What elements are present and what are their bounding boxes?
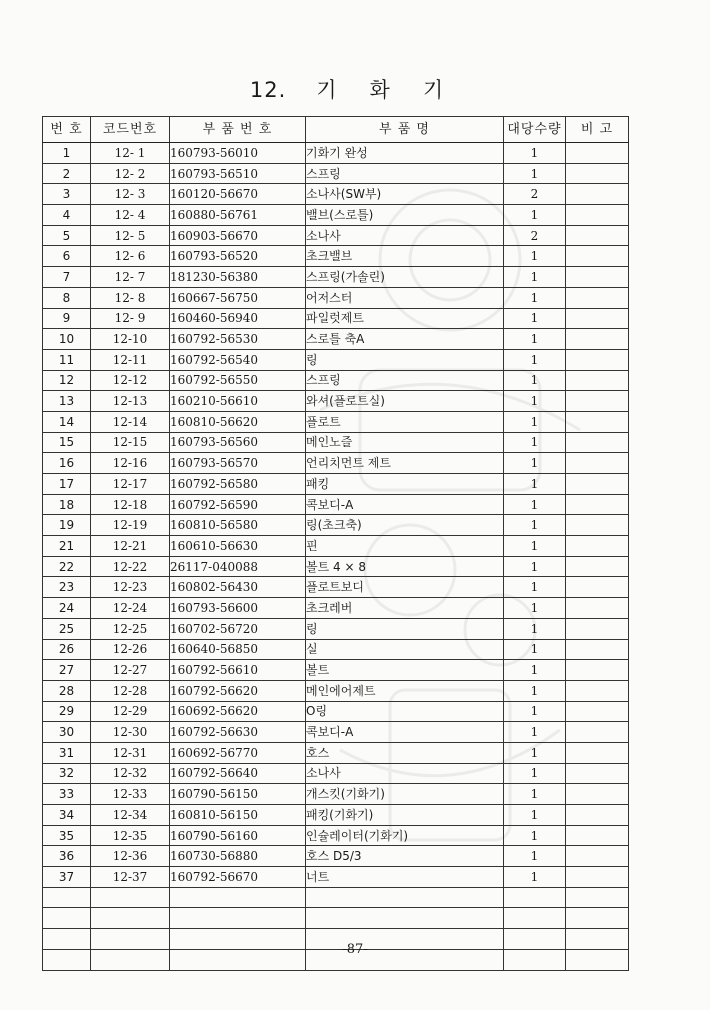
quantity-cell: 1 bbox=[504, 784, 566, 805]
part-number-cell: 181230-56380 bbox=[170, 267, 306, 288]
code-number-cell: 12-21 bbox=[91, 536, 170, 557]
table-row bbox=[43, 598, 629, 619]
row-number-cell: 26 bbox=[43, 639, 91, 660]
empty-cell bbox=[504, 887, 566, 908]
quantity-cell: 1 bbox=[504, 205, 566, 226]
row-number-cell: 2 bbox=[43, 163, 91, 184]
row-number-cell: 24 bbox=[43, 598, 91, 619]
page-title bbox=[0, 74, 710, 104]
row-number-cell: 15 bbox=[43, 432, 91, 453]
table-row bbox=[43, 618, 629, 639]
row-number-cell: 28 bbox=[43, 680, 91, 701]
code-number-cell: 12-16 bbox=[91, 453, 170, 474]
part-number-cell: 160667-56750 bbox=[170, 287, 306, 308]
part-number-cell: 160610-56630 bbox=[170, 536, 306, 557]
code-number-cell: 12-14 bbox=[91, 411, 170, 432]
part-number-cell: 160810-56620 bbox=[170, 411, 306, 432]
quantity-cell: 1 bbox=[504, 494, 566, 515]
table-row bbox=[43, 784, 629, 805]
table-row bbox=[43, 329, 629, 350]
code-number-cell: 12-34 bbox=[91, 805, 170, 826]
note-cell bbox=[566, 184, 629, 205]
row-number-cell: 14 bbox=[43, 411, 91, 432]
part-name-cell: O링 bbox=[306, 701, 504, 722]
code-number-cell: 12-23 bbox=[91, 577, 170, 598]
part-number-cell: 160790-56150 bbox=[170, 784, 306, 805]
table-row bbox=[43, 143, 629, 164]
code-number-cell: 12-33 bbox=[91, 784, 170, 805]
note-cell bbox=[566, 205, 629, 226]
table-row bbox=[43, 453, 629, 474]
table-row bbox=[43, 391, 629, 412]
empty-cell bbox=[170, 887, 306, 908]
row-number-cell: 3 bbox=[43, 184, 91, 205]
part-name-cell: 개스킷(기화기) bbox=[306, 784, 504, 805]
row-number-cell: 27 bbox=[43, 660, 91, 681]
part-name-cell: 소나사 bbox=[306, 225, 504, 246]
part-name-cell: 밸브(스로틀) bbox=[306, 205, 504, 226]
parts-table bbox=[42, 116, 629, 971]
quantity-cell: 1 bbox=[504, 391, 566, 412]
part-number-cell: 160790-56160 bbox=[170, 825, 306, 846]
code-number-cell: 12-11 bbox=[91, 349, 170, 370]
table-row bbox=[43, 205, 629, 226]
part-name-cell: 호스 bbox=[306, 742, 504, 763]
part-number-cell: 160792-56550 bbox=[170, 370, 306, 391]
table-row bbox=[43, 246, 629, 267]
part-number-cell: 160793-56520 bbox=[170, 246, 306, 267]
note-cell bbox=[566, 225, 629, 246]
note-cell bbox=[566, 163, 629, 184]
part-number-cell: 160792-56530 bbox=[170, 329, 306, 350]
note-cell bbox=[566, 411, 629, 432]
table-row bbox=[43, 536, 629, 557]
header-qty: 대당수량 bbox=[504, 117, 566, 143]
part-number-cell: 160792-56640 bbox=[170, 763, 306, 784]
part-number-cell: 160692-56620 bbox=[170, 701, 306, 722]
quantity-cell: 1 bbox=[504, 846, 566, 867]
part-name-cell: 볼트 bbox=[306, 660, 504, 681]
table-header-row bbox=[43, 117, 629, 143]
row-number-cell: 6 bbox=[43, 246, 91, 267]
part-name-cell: 와셔(플로트실) bbox=[306, 391, 504, 412]
quantity-cell: 1 bbox=[504, 432, 566, 453]
quantity-cell: 1 bbox=[504, 536, 566, 557]
code-number-cell: 12- 6 bbox=[91, 246, 170, 267]
part-number-cell: 160792-56540 bbox=[170, 349, 306, 370]
note-cell bbox=[566, 701, 629, 722]
quantity-cell: 1 bbox=[504, 660, 566, 681]
note-cell bbox=[566, 329, 629, 350]
title-number: 12. bbox=[249, 78, 287, 102]
part-number-cell: 160210-56610 bbox=[170, 391, 306, 412]
part-number-cell: 160692-56770 bbox=[170, 742, 306, 763]
part-number-cell: 160880-56761 bbox=[170, 205, 306, 226]
table-row bbox=[43, 225, 629, 246]
page-number: -87- bbox=[342, 942, 368, 957]
quantity-cell: 1 bbox=[504, 163, 566, 184]
note-cell bbox=[566, 598, 629, 619]
table-row bbox=[43, 267, 629, 288]
empty-cell bbox=[566, 908, 629, 929]
title-char-1: 기 bbox=[316, 78, 338, 102]
code-number-cell: 12-36 bbox=[91, 846, 170, 867]
part-name-cell: 링(초크축) bbox=[306, 515, 504, 536]
title-char-3: 기 bbox=[422, 78, 445, 102]
note-cell bbox=[566, 784, 629, 805]
table-row bbox=[43, 825, 629, 846]
empty-cell bbox=[91, 887, 170, 908]
quantity-cell: 1 bbox=[504, 680, 566, 701]
note-cell bbox=[566, 267, 629, 288]
row-number-cell: 18 bbox=[43, 494, 91, 515]
quantity-cell: 1 bbox=[504, 246, 566, 267]
row-number-cell: 5 bbox=[43, 225, 91, 246]
part-number-cell: 160460-56940 bbox=[170, 308, 306, 329]
code-number-cell: 12- 4 bbox=[91, 205, 170, 226]
part-name-cell: 초크밸브 bbox=[306, 246, 504, 267]
code-number-cell: 12-12 bbox=[91, 370, 170, 391]
code-number-cell: 12-10 bbox=[91, 329, 170, 350]
quantity-cell: 1 bbox=[504, 329, 566, 350]
part-number-cell: 160793-56600 bbox=[170, 598, 306, 619]
row-number-cell: 31 bbox=[43, 742, 91, 763]
part-name-cell: 스프링 bbox=[306, 370, 504, 391]
title-char-2: 화 bbox=[369, 78, 391, 102]
quantity-cell: 1 bbox=[504, 515, 566, 536]
row-number-cell: 30 bbox=[43, 722, 91, 743]
quantity-cell: 2 bbox=[504, 184, 566, 205]
note-cell bbox=[566, 391, 629, 412]
note-cell bbox=[566, 246, 629, 267]
empty-cell bbox=[504, 908, 566, 929]
quantity-cell: 1 bbox=[504, 556, 566, 577]
row-number-cell: 17 bbox=[43, 474, 91, 495]
parts-table-body bbox=[43, 143, 629, 971]
note-cell bbox=[566, 805, 629, 826]
note-cell bbox=[566, 536, 629, 557]
note-cell bbox=[566, 846, 629, 867]
code-number-cell: 12-32 bbox=[91, 763, 170, 784]
quantity-cell: 1 bbox=[504, 370, 566, 391]
table-row bbox=[43, 163, 629, 184]
empty-table-row bbox=[43, 887, 629, 908]
row-number-cell: 32 bbox=[43, 763, 91, 784]
part-name-cell: 기화기 완성 bbox=[306, 143, 504, 164]
part-name-cell: 어저스터 bbox=[306, 287, 504, 308]
part-name-cell: 초크레버 bbox=[306, 598, 504, 619]
quantity-cell: 1 bbox=[504, 349, 566, 370]
table-row bbox=[43, 349, 629, 370]
header-no: 번 호 bbox=[43, 117, 91, 143]
part-number-cell: 160640-56850 bbox=[170, 639, 306, 660]
table-row bbox=[43, 680, 629, 701]
part-name-cell: 패킹 bbox=[306, 474, 504, 495]
part-name-cell: 실 bbox=[306, 639, 504, 660]
row-number-cell: 1 bbox=[43, 143, 91, 164]
part-name-cell: 콕보디-A bbox=[306, 722, 504, 743]
row-number-cell: 9 bbox=[43, 308, 91, 329]
part-name-cell: 파일럿제트 bbox=[306, 308, 504, 329]
code-number-cell: 12-24 bbox=[91, 598, 170, 619]
note-cell bbox=[566, 742, 629, 763]
part-number-cell: 160802-56430 bbox=[170, 577, 306, 598]
code-number-cell: 12- 9 bbox=[91, 308, 170, 329]
table-row bbox=[43, 494, 629, 515]
part-name-cell: 인슐레이터(기화기) bbox=[306, 825, 504, 846]
header-code: 코드번호 bbox=[91, 117, 170, 143]
code-number-cell: 12-22 bbox=[91, 556, 170, 577]
part-name-cell: 소나사 bbox=[306, 763, 504, 784]
row-number-cell: 33 bbox=[43, 784, 91, 805]
row-number-cell: 13 bbox=[43, 391, 91, 412]
part-name-cell: 메인에어제트 bbox=[306, 680, 504, 701]
row-number-cell: 21 bbox=[43, 536, 91, 557]
empty-cell bbox=[43, 887, 91, 908]
quantity-cell: 1 bbox=[504, 618, 566, 639]
quantity-cell: 1 bbox=[504, 867, 566, 888]
part-name-cell: 소나사(SW부) bbox=[306, 184, 504, 205]
part-number-cell: 160810-56150 bbox=[170, 805, 306, 826]
code-number-cell: 12-19 bbox=[91, 515, 170, 536]
code-number-cell: 12-18 bbox=[91, 494, 170, 515]
table-row bbox=[43, 411, 629, 432]
table-row bbox=[43, 722, 629, 743]
header-part-no: 부 품 번 호 bbox=[170, 117, 306, 143]
row-number-cell: 10 bbox=[43, 329, 91, 350]
table-row bbox=[43, 846, 629, 867]
part-name-cell: 스프링(가솔린) bbox=[306, 267, 504, 288]
part-name-cell: 볼트 4 × 8 bbox=[306, 556, 504, 577]
note-cell bbox=[566, 680, 629, 701]
table-row bbox=[43, 556, 629, 577]
row-number-cell: 4 bbox=[43, 205, 91, 226]
part-number-cell: 160792-56670 bbox=[170, 867, 306, 888]
note-cell bbox=[566, 660, 629, 681]
empty-cell bbox=[306, 887, 504, 908]
note-cell bbox=[566, 432, 629, 453]
note-cell bbox=[566, 349, 629, 370]
code-number-cell: 12-15 bbox=[91, 432, 170, 453]
code-number-cell: 12-31 bbox=[91, 742, 170, 763]
row-number-cell: 11 bbox=[43, 349, 91, 370]
quantity-cell: 1 bbox=[504, 598, 566, 619]
quantity-cell: 1 bbox=[504, 411, 566, 432]
quantity-cell: 1 bbox=[504, 825, 566, 846]
table-row bbox=[43, 660, 629, 681]
table-row bbox=[43, 515, 629, 536]
empty-cell bbox=[91, 908, 170, 929]
table-row bbox=[43, 432, 629, 453]
note-cell bbox=[566, 722, 629, 743]
part-name-cell: 플로트보디 bbox=[306, 577, 504, 598]
table-row bbox=[43, 308, 629, 329]
note-cell bbox=[566, 577, 629, 598]
part-name-cell: 핀 bbox=[306, 536, 504, 557]
part-name-cell: 언리치먼트 제트 bbox=[306, 453, 504, 474]
note-cell bbox=[566, 370, 629, 391]
part-name-cell: 스프링 bbox=[306, 163, 504, 184]
empty-cell bbox=[43, 908, 91, 929]
row-number-cell: 36 bbox=[43, 846, 91, 867]
quantity-cell: 1 bbox=[504, 742, 566, 763]
part-number-cell: 160792-56620 bbox=[170, 680, 306, 701]
code-number-cell: 12-27 bbox=[91, 660, 170, 681]
code-number-cell: 12-35 bbox=[91, 825, 170, 846]
quantity-cell: 1 bbox=[504, 722, 566, 743]
note-cell bbox=[566, 287, 629, 308]
table-row bbox=[43, 742, 629, 763]
quantity-cell: 1 bbox=[504, 763, 566, 784]
note-cell bbox=[566, 474, 629, 495]
code-number-cell: 12-17 bbox=[91, 474, 170, 495]
empty-table-row bbox=[43, 908, 629, 929]
table-row bbox=[43, 763, 629, 784]
table-row bbox=[43, 474, 629, 495]
part-number-cell: 160793-56010 bbox=[170, 143, 306, 164]
row-number-cell: 8 bbox=[43, 287, 91, 308]
part-number-cell: 160792-56590 bbox=[170, 494, 306, 515]
quantity-cell: 1 bbox=[504, 639, 566, 660]
part-name-cell: 메인노즐 bbox=[306, 432, 504, 453]
note-cell bbox=[566, 618, 629, 639]
part-name-cell: 호스 D5/3 bbox=[306, 846, 504, 867]
table-row bbox=[43, 370, 629, 391]
part-name-cell: 콕보디-A bbox=[306, 494, 504, 515]
part-name-cell: 패킹(기화기) bbox=[306, 805, 504, 826]
empty-cell bbox=[170, 908, 306, 929]
row-number-cell: 35 bbox=[43, 825, 91, 846]
note-cell bbox=[566, 825, 629, 846]
part-name-cell: 링 bbox=[306, 349, 504, 370]
part-number-cell: 160792-56580 bbox=[170, 474, 306, 495]
code-number-cell: 12- 1 bbox=[91, 143, 170, 164]
table-row bbox=[43, 577, 629, 598]
table-row bbox=[43, 701, 629, 722]
table-row bbox=[43, 867, 629, 888]
row-number-cell: 19 bbox=[43, 515, 91, 536]
empty-cell bbox=[566, 887, 629, 908]
quantity-cell: 2 bbox=[504, 225, 566, 246]
quantity-cell: 1 bbox=[504, 143, 566, 164]
table-row bbox=[43, 639, 629, 660]
code-number-cell: 12-30 bbox=[91, 722, 170, 743]
note-cell bbox=[566, 763, 629, 784]
code-number-cell: 12- 5 bbox=[91, 225, 170, 246]
code-number-cell: 12- 2 bbox=[91, 163, 170, 184]
part-number-cell: 160792-56610 bbox=[170, 660, 306, 681]
part-number-cell: 160903-56670 bbox=[170, 225, 306, 246]
part-number-cell: 160730-56880 bbox=[170, 846, 306, 867]
quantity-cell: 1 bbox=[504, 474, 566, 495]
part-number-cell: 160810-56580 bbox=[170, 515, 306, 536]
part-number-cell: 26117-040088 bbox=[170, 556, 306, 577]
code-number-cell: 12-25 bbox=[91, 618, 170, 639]
note-cell bbox=[566, 556, 629, 577]
part-number-cell: 160702-56720 bbox=[170, 618, 306, 639]
header-note: 비 고 bbox=[566, 117, 629, 143]
quantity-cell: 1 bbox=[504, 453, 566, 474]
part-number-cell: 160793-56560 bbox=[170, 432, 306, 453]
part-number-cell: 160793-56510 bbox=[170, 163, 306, 184]
quantity-cell: 1 bbox=[504, 308, 566, 329]
row-number-cell: 16 bbox=[43, 453, 91, 474]
part-number-cell: 160793-56570 bbox=[170, 453, 306, 474]
note-cell bbox=[566, 494, 629, 515]
table-row bbox=[43, 287, 629, 308]
part-name-cell: 플로트 bbox=[306, 411, 504, 432]
code-number-cell: 12-13 bbox=[91, 391, 170, 412]
quantity-cell: 1 bbox=[504, 701, 566, 722]
code-number-cell: 12-37 bbox=[91, 867, 170, 888]
code-number-cell: 12- 3 bbox=[91, 184, 170, 205]
header-part-name: 부 품 명 bbox=[306, 117, 504, 143]
note-cell bbox=[566, 515, 629, 536]
quantity-cell: 1 bbox=[504, 805, 566, 826]
code-number-cell: 12- 8 bbox=[91, 287, 170, 308]
quantity-cell: 1 bbox=[504, 577, 566, 598]
quantity-cell: 1 bbox=[504, 267, 566, 288]
part-name-cell: 스로틀 축A bbox=[306, 329, 504, 350]
code-number-cell: 12-28 bbox=[91, 680, 170, 701]
row-number-cell: 34 bbox=[43, 805, 91, 826]
part-name-cell: 너트 bbox=[306, 867, 504, 888]
table-row bbox=[43, 184, 629, 205]
quantity-cell: 1 bbox=[504, 287, 566, 308]
part-number-cell: 160120-56670 bbox=[170, 184, 306, 205]
row-number-cell: 23 bbox=[43, 577, 91, 598]
row-number-cell: 37 bbox=[43, 867, 91, 888]
note-cell bbox=[566, 639, 629, 660]
empty-cell bbox=[306, 908, 504, 929]
row-number-cell: 25 bbox=[43, 618, 91, 639]
row-number-cell: 12 bbox=[43, 370, 91, 391]
code-number-cell: 12- 7 bbox=[91, 267, 170, 288]
code-number-cell: 12-26 bbox=[91, 639, 170, 660]
row-number-cell: 29 bbox=[43, 701, 91, 722]
note-cell bbox=[566, 453, 629, 474]
code-number-cell: 12-29 bbox=[91, 701, 170, 722]
part-name-cell: 링 bbox=[306, 618, 504, 639]
row-number-cell: 7 bbox=[43, 267, 91, 288]
note-cell bbox=[566, 308, 629, 329]
row-number-cell: 22 bbox=[43, 556, 91, 577]
table-row bbox=[43, 805, 629, 826]
part-number-cell: 160792-56630 bbox=[170, 722, 306, 743]
note-cell bbox=[566, 143, 629, 164]
note-cell bbox=[566, 867, 629, 888]
